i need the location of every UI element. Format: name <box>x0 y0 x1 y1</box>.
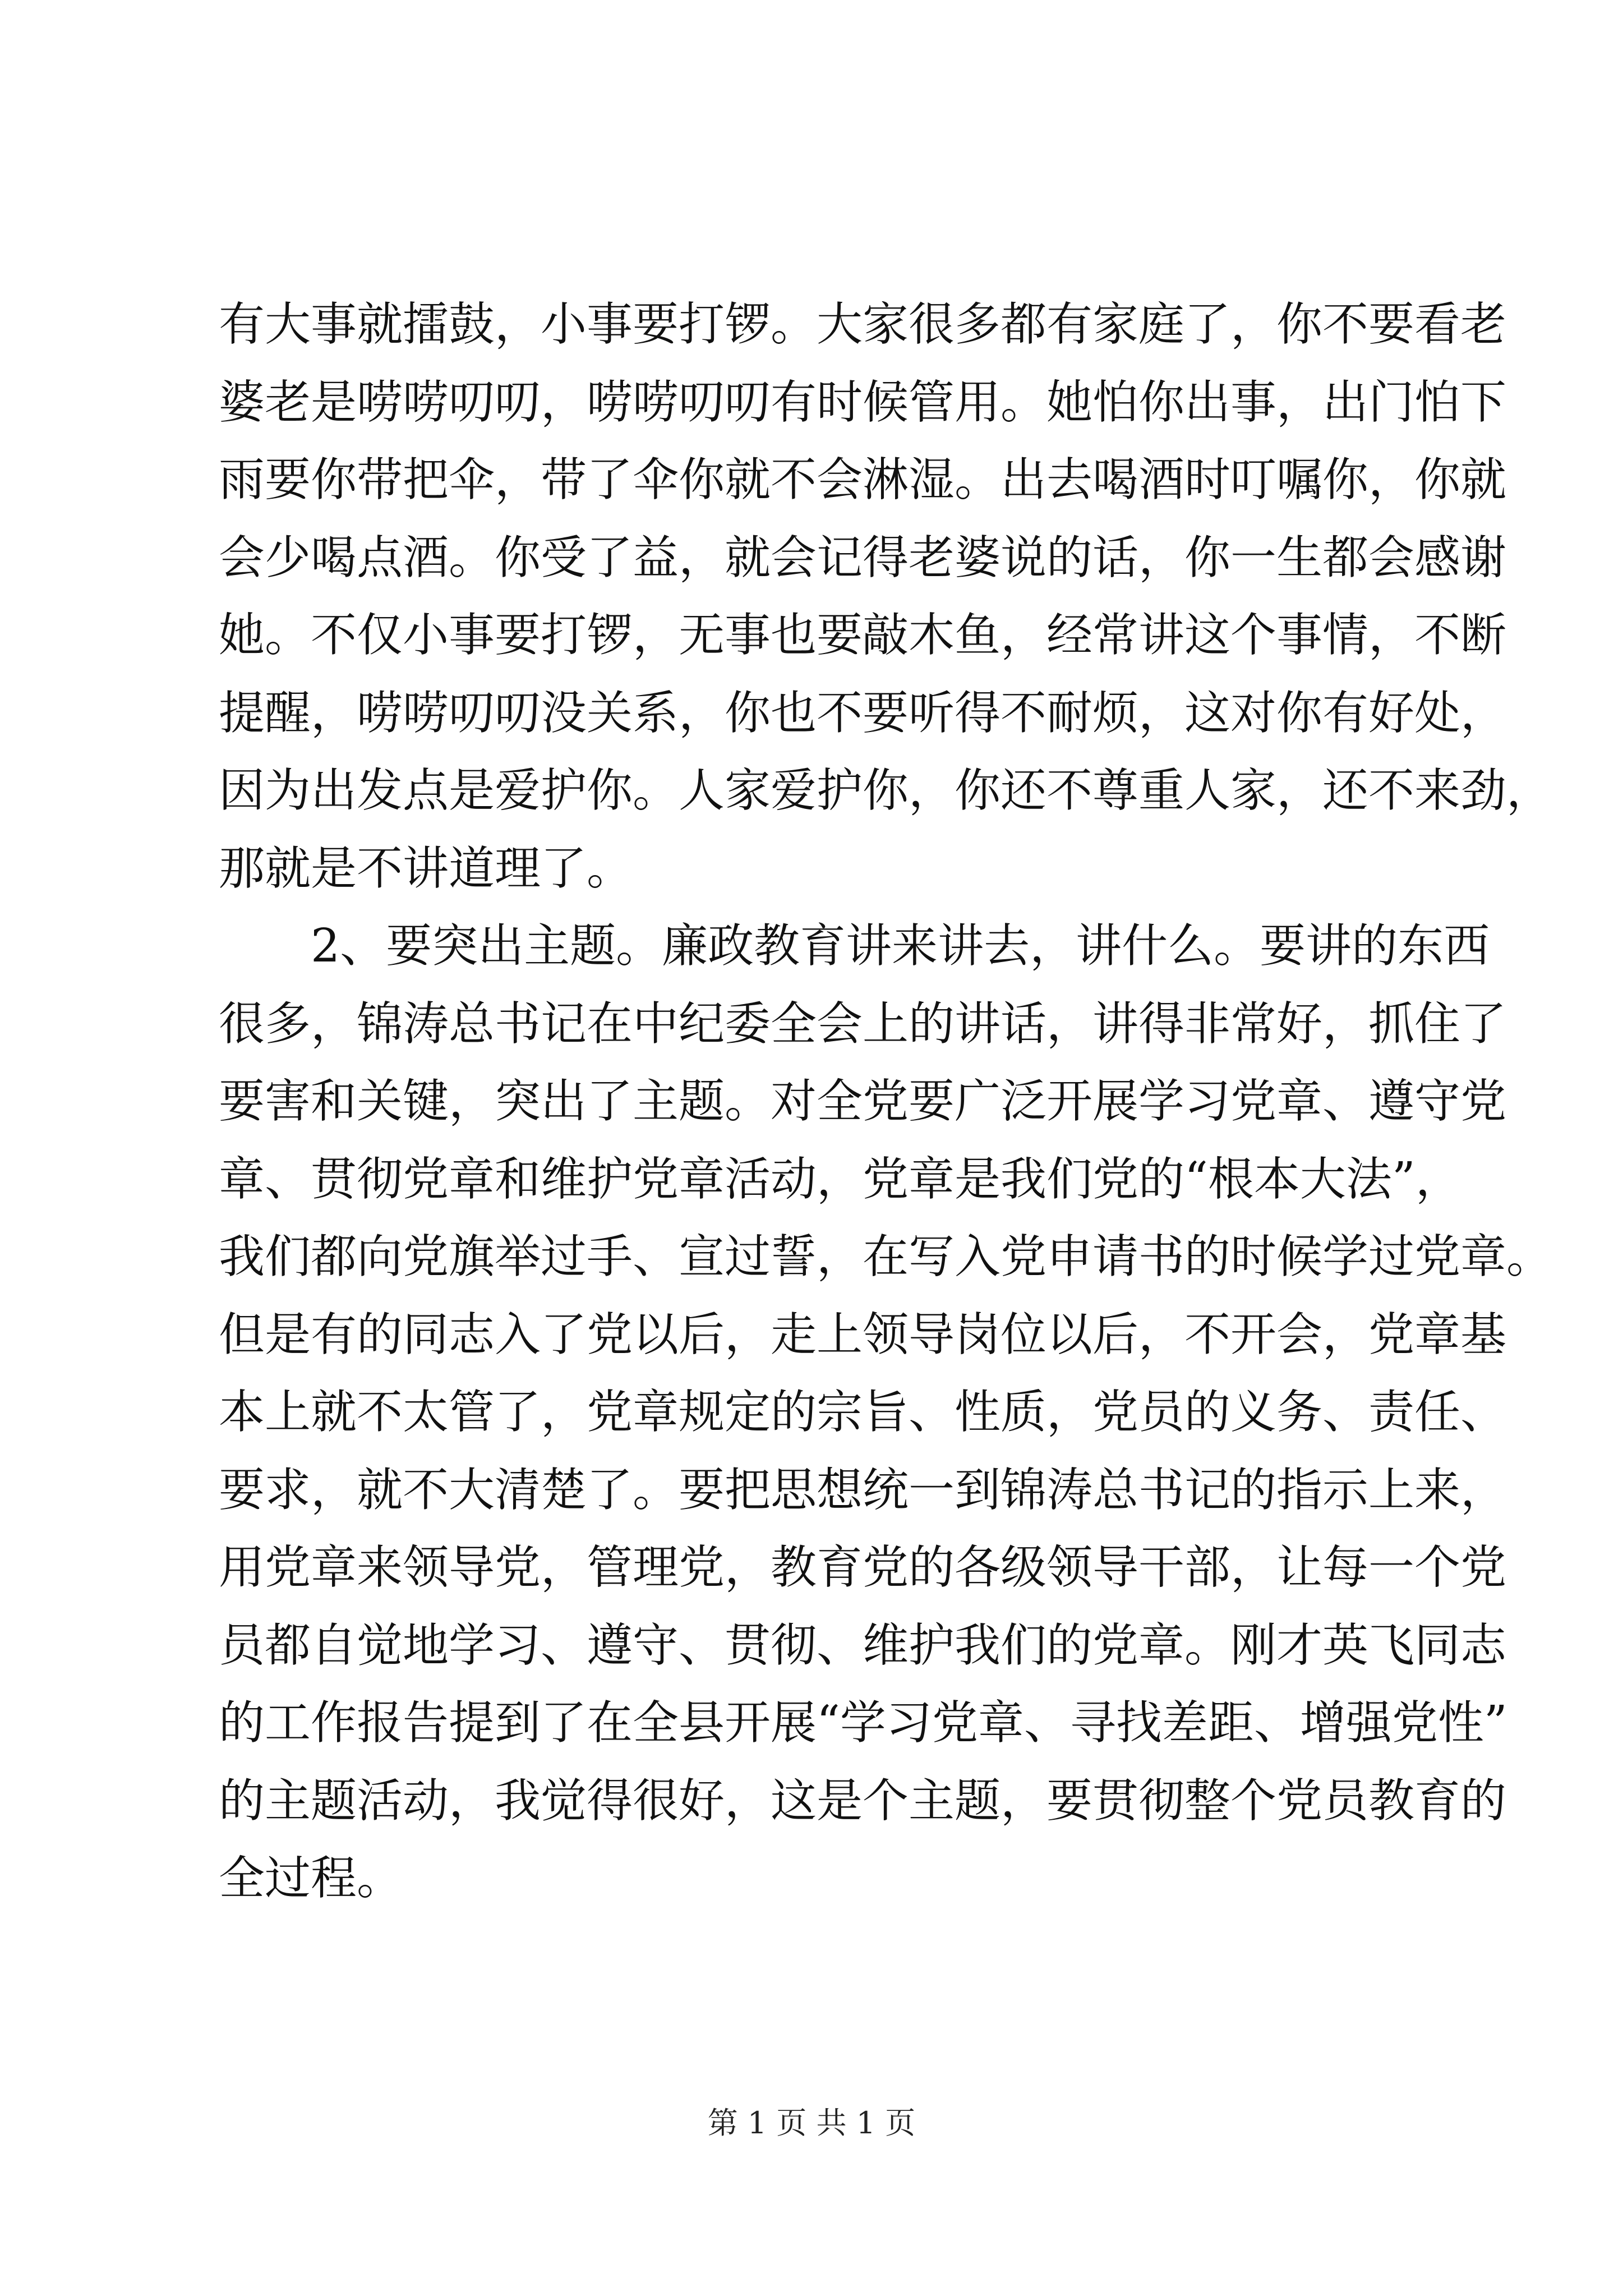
text-line: 用党章来领导党，管理党，教育党的各级领导干部，让每一个党 <box>219 1541 1507 1594</box>
document-body <box>219 286 1553 1918</box>
text-line: 婆老是唠唠叨叨，唠唠叨叨有时候管用。她怕你出事，出门怕下 <box>219 375 1507 429</box>
text-line: 提醒，唠唠叨叨没关系，你也不要听得不耐烦，这对你有好处， <box>219 686 1507 740</box>
text-line: 员都自觉地学习、遵守、贯彻、维护我们的党章。刚才英飞同志 <box>219 1618 1507 1672</box>
text-line: 会少喝点酒。你受了益，就会记得老婆说的话，你一生都会感谢 <box>219 531 1507 585</box>
text-line: 本上就不太管了，党章规定的宗旨、性质，党员的义务、责任、 <box>219 1386 1507 1439</box>
text-line: 她。不仅小事要打锣，无事也要敲木鱼，经常讲这个事情，不断 <box>219 609 1507 662</box>
text-line: 但是有的同志入了党以后，走上领导岗位以后，不开会，党章基 <box>219 1308 1507 1361</box>
text-line: 2、要突出主题。廉政教育讲来讲去，讲什么。要讲的东西 <box>219 919 1490 973</box>
text-line: 很多，锦涛总书记在中纪委全会上的讲话，讲得非常好，抓住了 <box>219 997 1507 1051</box>
text-line: 的工作报告提到了在全县开展“学习党章、寻找差距、增强党性” <box>219 1696 1507 1750</box>
text-line: 章、贯彻党章和维护党章活动，党章是我们党的“根本大法”， <box>219 1152 1461 1206</box>
text-line: 要求，就不大清楚了。要把思想统一到锦涛总书记的指示上来， <box>219 1463 1507 1517</box>
text-line: 全过程。 <box>219 1852 403 1905</box>
page-footer: 第 1 页 共 1 页 <box>707 2105 916 2141</box>
text-line: 的主题活动，我觉得很好，这是个主题，要贯彻整个党员教育的 <box>219 1774 1507 1828</box>
text-line: 那就是不讲道理了。 <box>219 841 633 895</box>
text-line: 我们都向党旗举过手、宣过誓，在写入党申请书的时候学过党章。 <box>219 1230 1553 1283</box>
text-line: 有大事就擂鼓，小事要打锣。大家很多都有家庭了，你不要看老 <box>219 298 1507 351</box>
text-line: 要害和关键，突出了主题。对全党要广泛开展学习党章、遵守党 <box>219 1075 1507 1128</box>
text-line: 因为出发点是爱护你。人家爱护你，你还不尊重人家，还不来劲， <box>219 764 1553 817</box>
text-line: 雨要你带把伞，带了伞你就不会淋湿。出去喝酒时叮嘱你，你就 <box>219 453 1507 507</box>
